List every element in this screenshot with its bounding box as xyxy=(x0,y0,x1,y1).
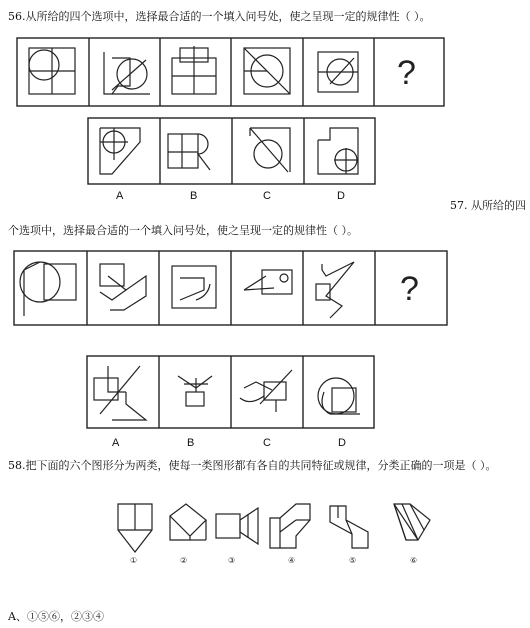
q58-shape-3[interactable] xyxy=(216,508,258,544)
q58-label-4: ④ xyxy=(288,556,296,565)
q58-shape-5[interactable] xyxy=(330,506,368,548)
q57-option-label-c[interactable]: C xyxy=(263,437,271,449)
q58-shape-2[interactable] xyxy=(170,504,206,540)
question-58-text: 58.把下面的六个图形分为两类，使每一类图形都有各自的共同特征或规律，分类正确的一项是（ ）。 xyxy=(8,459,497,472)
q56-option-label-c[interactable]: C xyxy=(263,190,271,202)
q58-shape-1[interactable] xyxy=(118,504,152,552)
q56-option-label-a[interactable]: A xyxy=(116,190,124,202)
q56-option-b-figure[interactable] xyxy=(168,134,210,170)
q57-option-label-b[interactable]: B xyxy=(187,437,195,449)
q57-option-d-figure[interactable] xyxy=(318,378,360,414)
q56-sequence-row xyxy=(17,38,444,106)
q57-option-label-a[interactable]: A xyxy=(112,437,120,449)
q58-label-5: ⑤ xyxy=(349,556,357,565)
q56-option-label-b[interactable]: B xyxy=(190,190,198,202)
q58-label-1: ① xyxy=(130,556,138,565)
q58-shape-4[interactable] xyxy=(270,504,310,548)
q56-options-row xyxy=(88,118,375,184)
q56-option-a-figure[interactable] xyxy=(100,128,140,174)
answer-option-a: A、①⑤⑥，②③④ xyxy=(8,610,104,623)
question-57-head: 57. 从所给的四 xyxy=(450,199,526,212)
question-57-text: 个选项中，选择最合适的一个填入问号处，使之呈现一定的规律性（ ）。 xyxy=(8,224,358,237)
q57-option-label-d[interactable]: D xyxy=(338,437,346,449)
q56-option-c-figure[interactable] xyxy=(250,128,290,172)
q57-question-mark: ? xyxy=(400,270,419,308)
q58-label-6: ⑥ xyxy=(410,556,418,565)
q57-option-b-figure[interactable] xyxy=(178,376,212,406)
q56-option-label-d[interactable]: D xyxy=(337,190,345,202)
q58-label-3: ③ xyxy=(228,556,236,565)
q58-label-2: ② xyxy=(180,556,188,565)
q57-sequence-row xyxy=(14,251,447,325)
q58-shapes-row xyxy=(118,504,430,565)
q56-option-d-figure[interactable] xyxy=(318,128,358,174)
q57-option-a-figure[interactable] xyxy=(94,366,146,420)
question-56-text: 56.从所给的四个选项中，选择最合适的一个填入问号处，使之呈现一定的规律性（ ）。 xyxy=(8,10,431,23)
q57-option-c-figure[interactable] xyxy=(240,370,292,412)
q58-shape-6[interactable] xyxy=(394,504,430,540)
q57-options-row xyxy=(87,356,374,428)
q56-question-mark: ? xyxy=(397,54,416,92)
